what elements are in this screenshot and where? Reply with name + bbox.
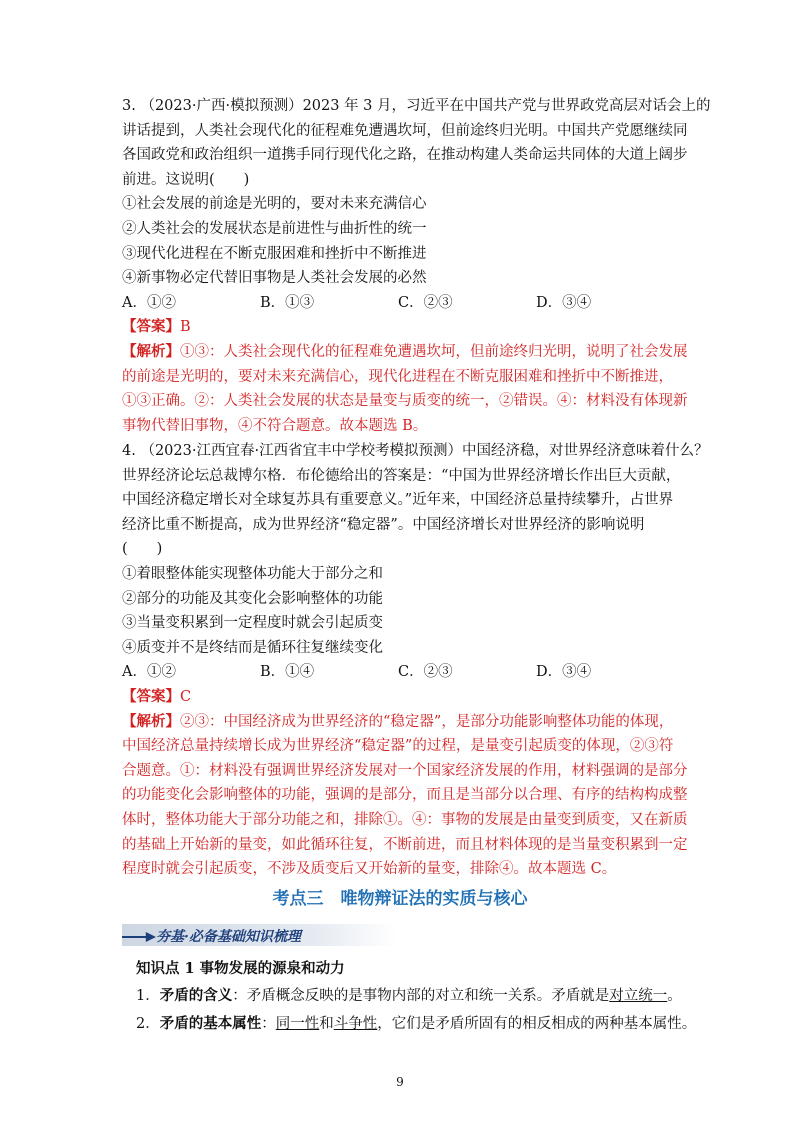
q4-answer-tag: 【答案】 (122, 687, 180, 705)
q4-analysis-line: 程度时就会引起质变，不涉及质变后又开始新的量变，排除④。故本题选 C。 (122, 861, 617, 878)
q4-answer-value: C (180, 688, 192, 705)
q4-options (122, 660, 682, 685)
q3-analysis-line (122, 340, 688, 365)
item-2-underlined-2: 斗争性 (333, 1016, 378, 1032)
knowledge-item-2 (136, 1010, 696, 1038)
knowledge-item-1 (136, 982, 696, 1010)
q3-option-b: B．①③ (260, 294, 315, 311)
q4-stem-line: 经济比重不断提高，成为世界经济“稳定器”。中国经济增长对世界经济的影响说明 (122, 516, 645, 533)
q4-stem-line: 4. （2023·江西宜春·江西省宜丰中学校考模拟预测）中国经济稳，对世界经济意味着什么？ (122, 443, 709, 459)
q4-analysis-line: 中国经济总量持续增长成为世界经济“稳定器”的过程，是量变引起质变的体现，②③符 (122, 738, 674, 755)
q3-option-c: C．②③ (398, 294, 453, 311)
q3-analysis-text: ①③：人类社会现代化的征程难免遭遇坎坷，但前途终归光明，说明了社会发展 (180, 343, 688, 360)
q3-options (122, 291, 682, 316)
q4-analysis-line: 合题意。①：材料没有强调世界经济发展对一个国家经济发展的作用，材料强调的是部分 (122, 762, 688, 779)
q4-analysis-line: 的功能变化会影响整体的功能，强调的是部分，而且是当部分以合理、有序的结构构成整 (122, 787, 688, 804)
q4-item: ③当量变积累到一定程度时就会引起质变 (122, 615, 383, 632)
q4-answer (122, 685, 682, 710)
q3-answer-value: B (180, 319, 191, 336)
item-1-underlined: 对立统一 (609, 988, 668, 1004)
q3-item: ①社会发展的前途是光明的，要对未来充满信心 (122, 196, 427, 213)
item-2-mid: 和 (319, 1016, 334, 1032)
question-3 (122, 94, 711, 438)
q3-answer-tag: 【答案】 (122, 318, 180, 336)
q4-analysis-line (122, 710, 682, 735)
knowledge-point-heading: 知识点 1 事物发展的源泉和动力 (136, 960, 345, 977)
page-number: 9 (396, 1075, 404, 1089)
q4-item: ②部分的功能及其变化会影响整体的功能 (122, 590, 383, 607)
section-title: 考点三 唯物辩证法的实质与核心 (272, 889, 528, 909)
item-2-number: 2． (136, 1016, 160, 1032)
item-2-end: ，它们是矛盾所固有的相反相成的两种基本属性。 (377, 1016, 697, 1032)
q4-analysis-line: 的基础上开始新的量变，如此循环往复，不断前进，而且材料体现的是当量变积累到一定 (122, 836, 688, 853)
q3-stem-line: 讲话提到，人类社会现代化的征程难免遭遇坎坷，但前途终归光明。中国共产党愿继续同 (122, 122, 688, 139)
item-2-label: 矛盾的基本属性 (159, 1015, 262, 1032)
section-banner (122, 924, 398, 946)
q4-option-d: D．③④ (536, 664, 592, 681)
q3-analysis-line: 的前途是光明的，要对未来充满信心，现代化进程在不断克服困难和挫折中不断推进， (122, 368, 673, 385)
q3-option-d: D．③④ (536, 294, 592, 311)
q3-stem-line: 前进。这说明( ) (122, 171, 250, 188)
q4-analysis-line: 体时，整体功能大于部分功能之和，排除①。④：事物的发展是由量变到质变，又在新质 (122, 811, 688, 828)
item-1-end: 。 (667, 988, 682, 1004)
q4-stem-line: ( ) (122, 541, 163, 558)
q3-item: ③现代化进程在不断克服困难和挫折中不断推进 (122, 245, 427, 262)
knowledge-section (136, 955, 696, 1038)
q4-stem-line: 世界经济论坛总裁博尔格．布伦德给出的答案是：“中国为世界经济增长作出巨大贡献， (122, 467, 681, 484)
q3-option-a: A．①② (122, 294, 176, 311)
question-4 (122, 439, 709, 882)
q3-item: ②人类社会的发展状态是前进性与曲折性的统一 (122, 220, 427, 237)
item-1-label: 矛盾的含义 (159, 987, 233, 1004)
q4-option-c: C．②③ (398, 664, 453, 681)
q3-answer (122, 315, 682, 340)
item-2-underlined-1: 同一性 (275, 1016, 320, 1032)
item-2-colon: ： (261, 1016, 276, 1032)
q3-analysis-tag: 【解析】 (122, 342, 180, 360)
q3-stem-line: 各国政党和政治组织一道携手同行现代化之路，在推动构建人类命运共同体的大道上阔步 (122, 147, 688, 164)
q3-stem-line: 3. （2023·广西·模拟预测）2023 年 3 月，习近平在中国共产党与世界政党高层对话会上的 (122, 98, 711, 114)
q4-item: ①着眼整体能实现整体功能大于部分之和 (122, 565, 383, 582)
q4-option-b: B．①④ (260, 664, 315, 681)
item-1-text: ：矛盾概念反映的是事物内部的对立和统一关系。矛盾就是 (232, 988, 610, 1004)
q4-analysis-tag: 【解析】 (122, 712, 180, 730)
q4-item: ④质变并不是终结而是循环往复继续变化 (122, 639, 383, 656)
q4-option-a: A．①② (122, 664, 176, 681)
item-1-number: 1． (136, 988, 160, 1004)
q3-analysis-line: ①③正确。②：人类社会发展的状态是量变与质变的统一，②错误。④：材料没有体现新 (122, 393, 688, 410)
q3-analysis-line: 事物代替旧事物，④不符合题意。故本题选 B。 (122, 417, 428, 434)
q4-stem-line: 中国经济稳定增长对全球复苏具有重要意义。”近年来，中国经济总量持续攀升，占世界 (122, 492, 674, 509)
q4-analysis-text: ②③：中国经济成为世界经济的“稳定器”，是部分功能影响整体功能的体现， (180, 713, 674, 730)
q3-item: ④新事物必定代替旧事物是人类社会发展的必然 (122, 270, 427, 287)
banner-text: 夯基·必备基础知识梳理 (156, 929, 301, 945)
